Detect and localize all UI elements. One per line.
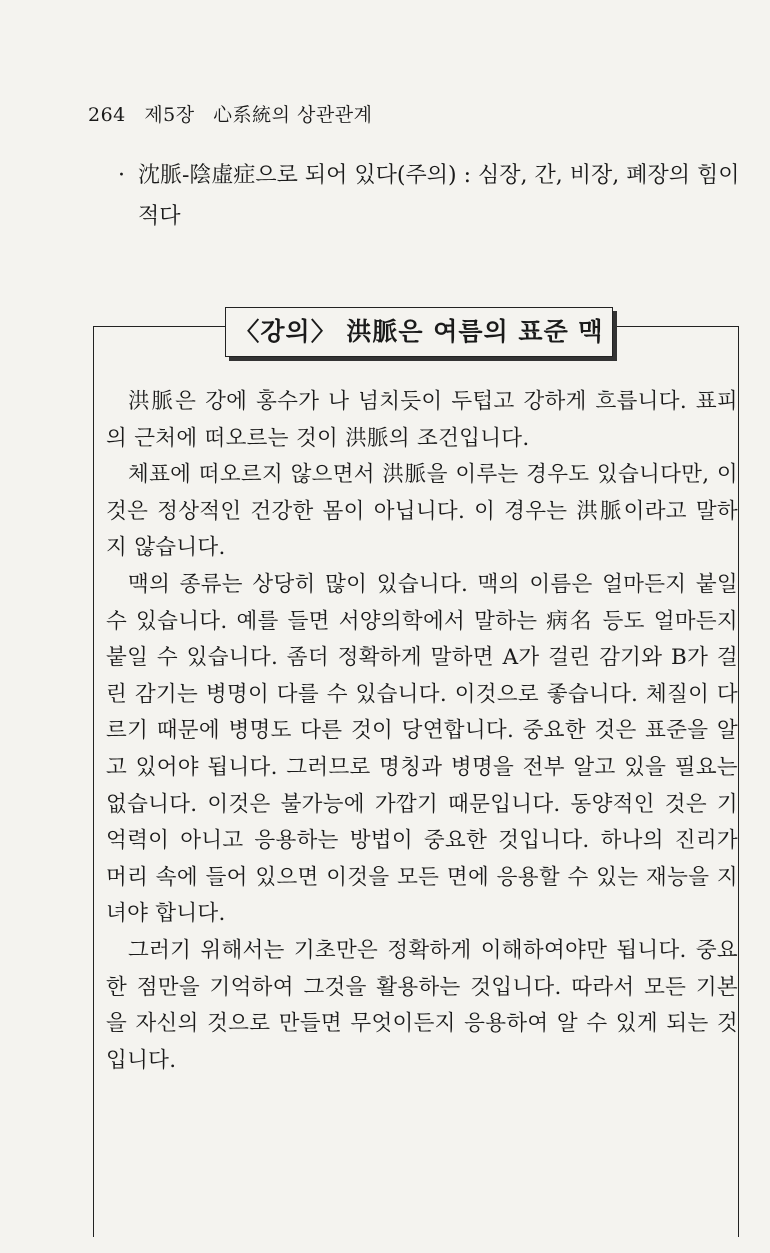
bullet-text: 沈脈-陰虛症으로 되어 있다(주의) : 심장, 간, 비장, 폐장의 힘이 적다	[138, 163, 740, 229]
bullet-item	[118, 155, 758, 237]
chapter-title: 心系統의 상관관계	[213, 104, 373, 126]
paragraph: 그러기 위해서는 기초만은 정확하게 이해하여야만 됩니다. 중요한 점만을 기억하여 그것을 활용하는 것입니다. 따라서 모든 기본을 자신의 것으로 만들면 무엇이든지 응용하여 알 수 있게 되는 것입니다.	[106, 937, 738, 1073]
paragraph: 맥의 종류는 상당히 많이 있습니다. 맥의 이름은 얼마든지 붙일 수 있습니다. 예를 들면 서양의학에서 말하는 病名 등도 얼마든지 붙일 수 있습니다. 좀더 정확하게 말하면 A가 걸린 감기와 B가 걸린 감기는 병명이 다를 수 있습니다. 이것으로 좋습니다. 체질이 다르기 때문에 병명도 다른 것이 당연합니다. 중요한 것은 표준을 알고 있어야 됩니다. 그러므로 명칭과 병명을 전부 알고 있을 필요는 없습니다. 이것은 불가능에 가깝기 때문입니다. 동양적인 것은 기억력이 아니고 응용하는 방법이 중요한 것입니다. 하나의 진리가 머리 속에 들어 있으면 이것을 모든 면에 응용할 수 있는 재능을 지녀야 합니다.	[106, 571, 738, 927]
page-number: 264	[88, 104, 126, 126]
chapter-label: 제5장	[144, 104, 195, 126]
paragraph: 체표에 떠오르지 않으면서 洪脈을 이루는 경우도 있습니다만, 이것은 정상적인 건강한 몸이 아닙니다. 이 경우는 洪脈이라고 말하지 않습니다.	[106, 462, 738, 561]
lecture-title: 〈강의〉 洪脈은 여름의 표준 맥	[225, 307, 613, 357]
paragraph: 洪脈은 강에 홍수가 나 넘치듯이 두텁고 강하게 흐릅니다. 표피의 근처에 떠오르는 것이 洪脈의 조건입니다.	[106, 389, 738, 451]
lecture-body	[106, 384, 738, 1079]
page-header	[88, 100, 372, 127]
bullet-mark: ·	[118, 163, 125, 188]
